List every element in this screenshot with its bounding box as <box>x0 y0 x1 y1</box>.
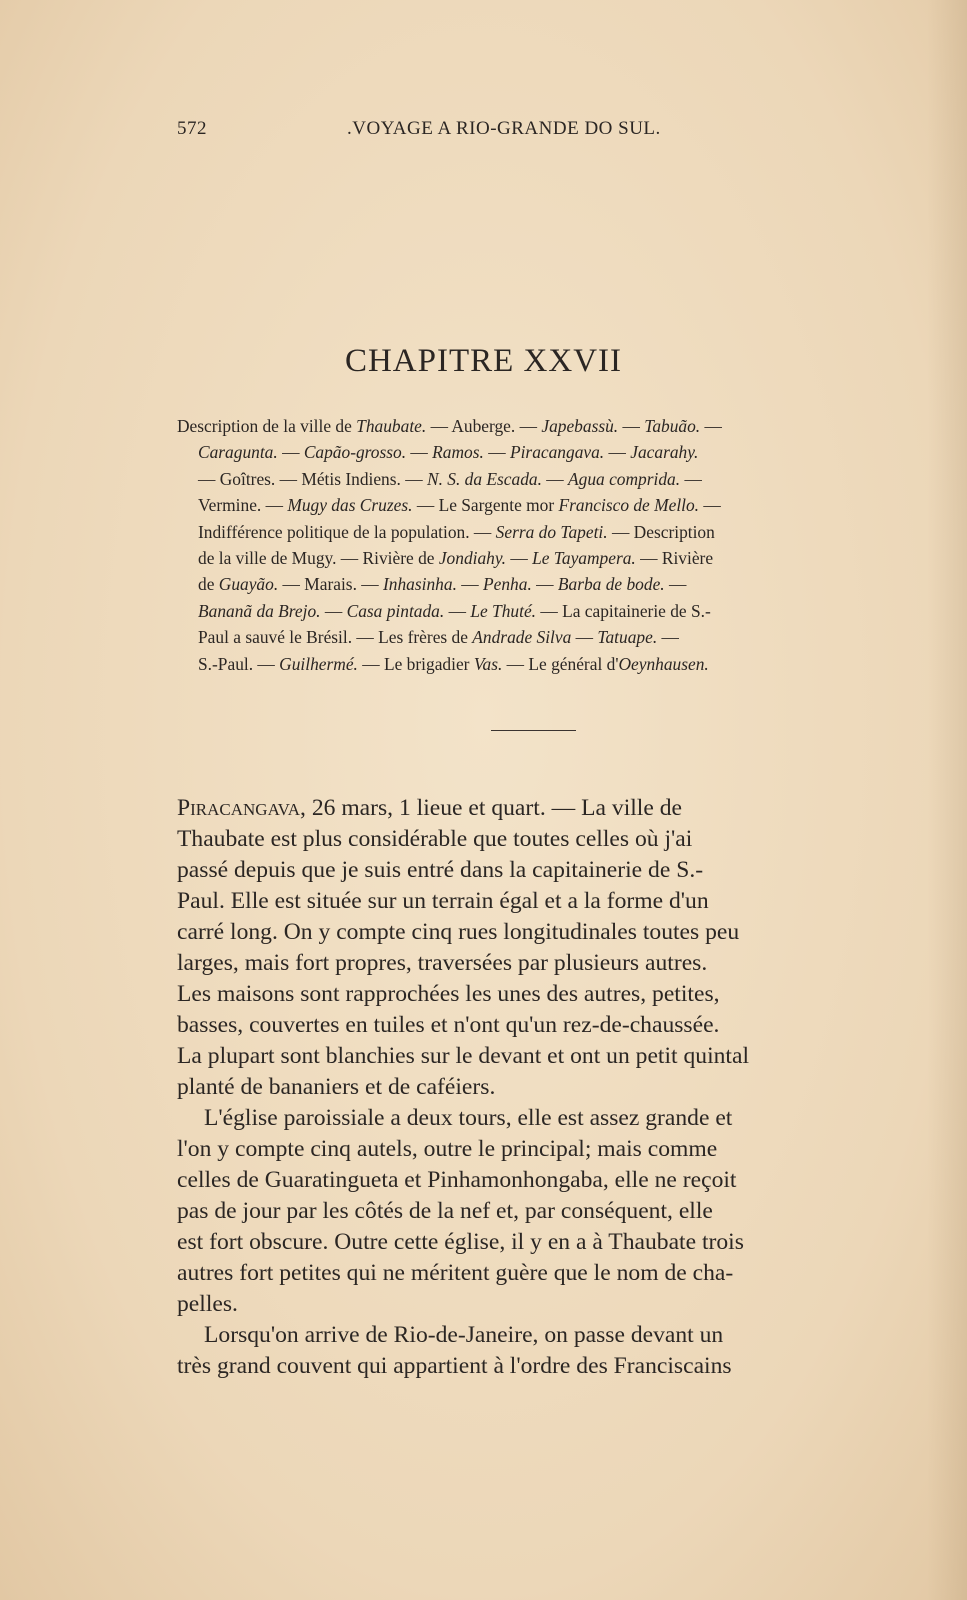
summary-text: — Auberge. — <box>426 416 542 436</box>
body-line <box>177 1320 893 1351</box>
summary-text: — <box>531 574 558 595</box>
body-line-text: 26 mars, 1 lieue et quart. — La ville de <box>305 795 682 821</box>
summary-text: — Le général d' <box>502 653 619 674</box>
summary-place-name: Jacarahy. <box>630 442 699 463</box>
summary-text: — <box>657 627 679 648</box>
body-line <box>177 793 893 824</box>
summary-place-name: Andrade Silva <box>472 627 572 648</box>
summary-text: — <box>320 600 347 621</box>
summary-place-name: Agua comprida. <box>568 468 681 489</box>
body-line <box>177 1289 893 1320</box>
summary-place-name: Penha. <box>483 574 532 595</box>
summary-place-name: Vas. <box>473 653 503 674</box>
summary-place-name: Ramos. <box>432 442 484 463</box>
summary-line <box>177 545 893 571</box>
summary-line <box>177 624 893 650</box>
summary-text: — Le brigadier <box>357 653 474 674</box>
summary-place-name: Caragunta. <box>198 442 278 463</box>
summary-place-name: Le Tayampera. <box>532 548 636 569</box>
section-divider <box>491 730 576 731</box>
body-line-text: La plupart sont blanchies sur le devant et ont un petit quintal <box>177 1043 750 1069</box>
summary-text: — Rivière <box>635 548 714 569</box>
body-line <box>177 1010 893 1041</box>
body-line-text: celles de Guaratingueta et Pinhamonhongaba, elle ne reçoit <box>177 1167 737 1193</box>
body-line-text: larges, mais fort propres, traversées par plusieurs autres. <box>177 950 708 976</box>
summary-place-name: Francisco de Mello. <box>558 495 700 516</box>
summary-line <box>177 466 893 492</box>
body-line <box>177 1103 893 1134</box>
opening-word: Piracangava, <box>177 795 306 821</box>
body-line <box>177 1165 893 1196</box>
summary-text: — <box>406 442 433 463</box>
summary-place-name: Jondiahy. <box>438 548 506 569</box>
summary-place-name: Le Thuté. <box>470 600 537 621</box>
summary-text: — <box>699 495 721 516</box>
summary-line <box>177 519 893 545</box>
summary-place-name: Capão-grosso. <box>303 442 407 463</box>
summary-text: — <box>571 627 598 648</box>
body-line <box>177 948 893 979</box>
body-line-text: Lorsqu'on arrive de Rio-de-Janeire, on passe devant un <box>204 1322 724 1348</box>
summary-line <box>177 439 893 465</box>
summary-line <box>177 571 893 597</box>
summary-text: — Le Sargente mor <box>412 495 559 516</box>
running-head <box>177 118 893 142</box>
summary-text: — <box>444 600 471 621</box>
summary-text: Description de la ville de <box>177 416 357 436</box>
running-title: .VOYAGE A RIO-GRANDE DO SUL. <box>347 118 661 139</box>
summary-text: — <box>700 416 722 436</box>
summary-place-name: Thaubate. <box>356 416 427 436</box>
summary-text: Indifférence politique de la population. — <box>198 521 496 542</box>
body-line <box>177 855 893 886</box>
summary-place-name: Serra do Tapeti. <box>495 521 608 542</box>
summary-line <box>177 413 893 439</box>
summary-text: Vermine. — <box>198 495 288 516</box>
summary-text: — Goîtres. — Métis Indiens. — <box>198 468 427 489</box>
summary-line <box>177 651 893 677</box>
summary-line <box>177 598 893 624</box>
summary-text: — <box>680 468 702 489</box>
summary-place-name: Barba de bode. <box>557 574 665 595</box>
body-line <box>177 824 893 855</box>
summary-line <box>177 492 893 518</box>
body-line-text: passé depuis que je suis entré dans la capitainerie de S.- <box>177 857 704 883</box>
page-number: 572 <box>177 118 207 139</box>
body-line-text: Thaubate est plus considérable que toutes celles où j'ai <box>177 826 693 852</box>
summary-text: de la ville de Mugy. — Rivière de <box>198 548 439 569</box>
body-line-text: pelles. <box>177 1291 238 1317</box>
body-line-text: est fort obscure. Outre cette église, il y en a à Thaubate trois <box>177 1229 744 1255</box>
body-line <box>177 1072 893 1103</box>
body-line-text: très grand couvent qui appartient à l'ordre des Franciscains <box>177 1353 732 1379</box>
body-line-text: pas de jour par les côtés de la nef et, par conséquent, elle <box>177 1198 713 1224</box>
body-line <box>177 1227 893 1258</box>
summary-text: — Description <box>607 521 715 542</box>
summary-text: — <box>277 442 304 463</box>
page-edge-shadow <box>927 0 967 1600</box>
body-line-text: carré long. On y compte cinq rues longitudinales toutes peu <box>177 919 740 945</box>
summary-text: — Marais. — <box>278 574 383 595</box>
summary-text: — <box>664 574 687 595</box>
body-text <box>177 793 893 1382</box>
summary-text: — <box>505 548 533 569</box>
body-line-text: l'on y compte cinq autels, outre le principal; mais comme <box>177 1136 718 1162</box>
chapter-title: CHAPITRE XXVII <box>344 343 623 379</box>
summary-place-name: Guayão. <box>218 574 279 595</box>
body-line-text: Paul. Elle est située sur un terrain égal et a la forme d'un <box>177 888 709 914</box>
summary-text: — La capitainerie de S.- <box>536 600 711 621</box>
summary-text: — <box>618 416 645 436</box>
summary-text: de <box>198 574 219 595</box>
summary-text: — <box>456 574 484 595</box>
summary-place-name: Oeynhausen. <box>618 653 709 674</box>
body-line <box>177 979 893 1010</box>
summary-place-name: Bananã da Brejo. <box>198 600 321 621</box>
body-line <box>177 1041 893 1072</box>
body-line <box>177 1351 893 1382</box>
body-line <box>177 1196 893 1227</box>
chapter-summary <box>177 413 893 677</box>
summary-place-name: Tabuão. <box>644 416 701 436</box>
summary-place-name: Inhasinha. <box>383 574 457 595</box>
body-line <box>177 886 893 917</box>
summary-text: — <box>483 442 510 463</box>
body-line-text: L'église paroissiale a deux tours, elle est assez grande et <box>204 1105 733 1131</box>
summary-text: Paul a sauvé le Brésil. — Les frères de <box>198 627 473 648</box>
summary-text: — <box>541 468 569 489</box>
summary-place-name: Japebassù. <box>541 416 619 436</box>
body-line-text: planté de bananiers et de caféiers. <box>177 1074 496 1100</box>
summary-text: S.-Paul. — <box>198 653 280 674</box>
summary-place-name: Casa pintada. <box>346 600 445 621</box>
summary-text: — <box>604 442 631 463</box>
body-line-text: autres fort petites qui ne méritent guère que le nom de cha- <box>177 1260 734 1286</box>
summary-place-name: Guilhermé. <box>279 653 358 674</box>
body-line <box>177 917 893 948</box>
summary-place-name: Mugy das Cruzes. <box>287 495 413 516</box>
body-line <box>177 1134 893 1165</box>
body-line-text: Les maisons sont rapprochées les unes des autres, petites, <box>177 981 720 1007</box>
body-line-text: basses, couvertes en tuiles et n'ont qu'un rez-de-chaussée. <box>177 1012 720 1038</box>
summary-place-name: Piracangava. <box>509 442 605 463</box>
body-line <box>177 1258 893 1289</box>
summary-place-name: Tatuape. <box>597 627 658 648</box>
summary-place-name: N. S. da Escada. <box>426 468 542 489</box>
